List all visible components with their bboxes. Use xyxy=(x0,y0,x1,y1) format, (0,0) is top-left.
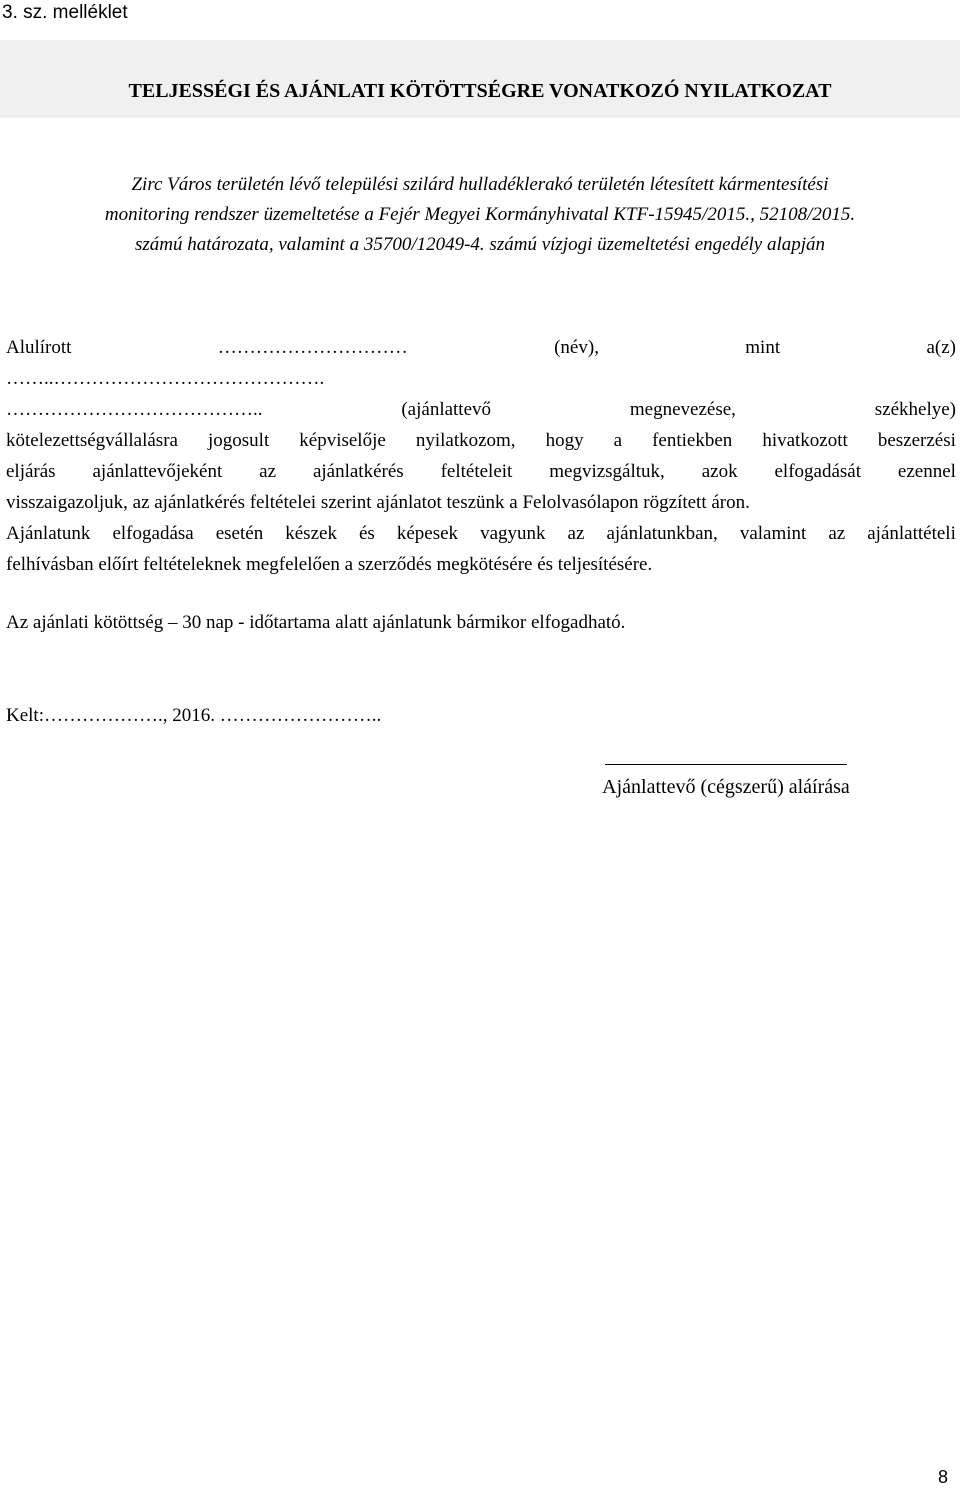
word: ajánlattevőjeként xyxy=(92,461,223,482)
word: ajánlattételi xyxy=(867,523,956,544)
declaration-line-7 xyxy=(6,518,956,549)
word: az xyxy=(567,523,585,544)
word: megvizsgáltuk, xyxy=(549,461,665,482)
bidder-hint-1: (ajánlattevő xyxy=(401,399,492,420)
word: Ajánlatunk xyxy=(6,523,91,544)
word: fentiekben xyxy=(652,430,733,451)
intro-line-2: monitoring rendszer üzemeltetése a Fejér Megyei Kormányhivatal KTF-15945/2015., 52108/2015. xyxy=(104,204,856,225)
name-blank: ………………………… xyxy=(217,337,408,358)
signature-label: Ajánlattevő (cégszerű) aláírása xyxy=(602,776,850,798)
binding-statement: Az ajánlati kötöttség – 30 nap - időtartama alatt ajánlatunk bármikor elfogadható. xyxy=(6,612,626,633)
word: beszerzési xyxy=(877,430,956,451)
word: kötelezettségvállalásra xyxy=(6,430,178,451)
word: ezennel xyxy=(897,461,956,482)
word: hogy xyxy=(545,430,584,451)
document-title: TELJESSÉGI ÉS AJÁNLATI KÖTÖTTSÉGRE VONATKOZÓ NYILATKOZAT xyxy=(128,80,832,102)
bidder-details-blank: ………………………………….. xyxy=(6,399,263,420)
signature-block xyxy=(576,764,876,800)
word: vagyunk xyxy=(480,523,546,544)
word: készek xyxy=(285,523,337,544)
declaration-line-4 xyxy=(6,425,956,456)
declaration-line-3 xyxy=(6,394,956,425)
word: hivatkozott xyxy=(762,430,848,451)
as-word: mint xyxy=(745,337,781,358)
bidder-hint-3: székhelye) xyxy=(874,399,956,420)
word: nyilatkozom, xyxy=(415,430,516,451)
declaration-line-5 xyxy=(6,456,956,487)
word: az xyxy=(828,523,846,544)
word: és xyxy=(358,523,375,544)
intro-line-1: Zirc Város területén lévő települési szilárd hulladéklerakó területén létesített kármentesítési xyxy=(131,174,829,195)
word: elfogadása xyxy=(112,523,194,544)
article-word: a(z) xyxy=(926,337,956,358)
declaration-line-8: felhívásban előírt feltételeknek megfelelően a szerződés megkötésére és teljesítésére. xyxy=(6,554,653,575)
word: feltételeit xyxy=(440,461,513,482)
name-hint: (név), xyxy=(554,337,599,358)
bidder-hint-2: megnevezése, xyxy=(629,399,736,420)
page-number: 8 xyxy=(938,1467,949,1487)
word: képesek xyxy=(396,523,459,544)
word: azok xyxy=(701,461,738,482)
annex-label: 3. sz. melléklet xyxy=(2,2,128,23)
signatory-word: Alulírott xyxy=(6,337,72,358)
word: esetén xyxy=(215,523,264,544)
word: valamint xyxy=(739,523,807,544)
signature-line xyxy=(605,764,847,766)
word: elfogadását xyxy=(774,461,861,482)
declaration-paragraph xyxy=(6,332,956,580)
declaration-line-1 xyxy=(6,332,956,363)
word: képviselője xyxy=(299,430,386,451)
word: az xyxy=(259,461,277,482)
intro-paragraph xyxy=(18,170,942,260)
declaration-line-6: visszaigazoljuk, az ajánlatkérés feltételei szerint ajánlatot teszünk a Felolvasólapon rögzített áron. xyxy=(6,492,750,513)
word: a xyxy=(613,430,623,451)
word: ajánlatunkban, xyxy=(606,523,718,544)
intro-line-3: számú határozata, valamint a 35700/12049-4. számú vízjogi üzemeltetési engedély alapján xyxy=(134,234,826,255)
word: jogosult xyxy=(208,430,270,451)
word: eljárás xyxy=(6,461,56,482)
date-line: Kelt:………………., 2016. …………………….. xyxy=(6,705,382,726)
word: ajánlatkérés xyxy=(312,461,404,482)
bidder-blank-line: ……..……………………………………. xyxy=(6,368,325,389)
